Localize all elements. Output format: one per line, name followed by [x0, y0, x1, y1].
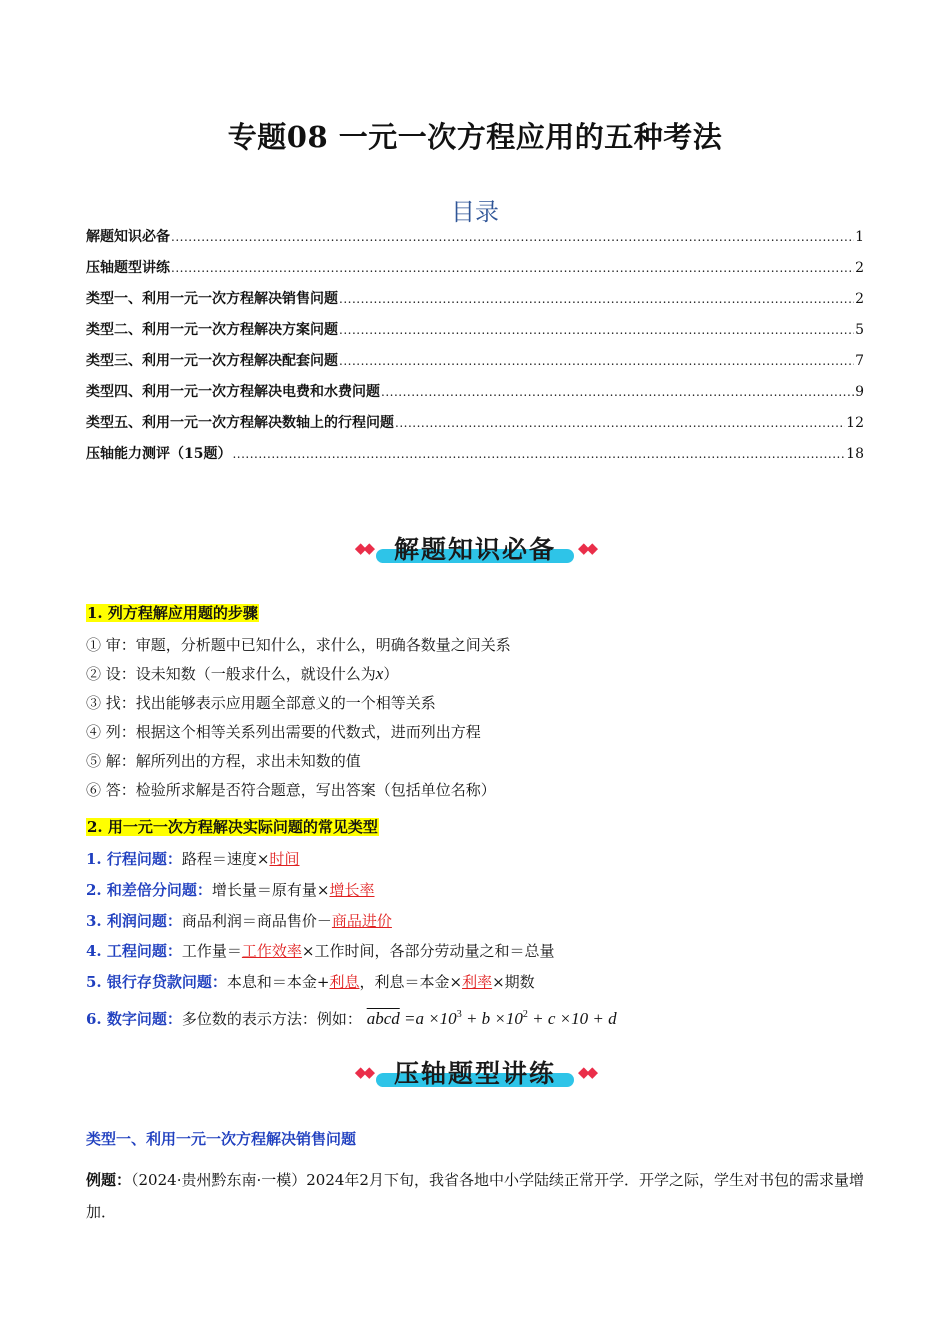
underlined-term: 增长率 [329, 881, 375, 899]
type-item [86, 940, 555, 961]
example-text: （2024·贵州黔东南·一模）2024年2月下旬，我省各地中小学陆续正常开学．开学之际，学生对书包的需求量增加． [86, 1171, 864, 1221]
diamond-icon: ◆◆ [354, 539, 372, 557]
type-text: ×工作时间，各部分劳动量之和＝总量 [301, 942, 555, 960]
highlighted-heading: 1. 列方程解应用题的步骤 [87, 604, 258, 622]
type-label: 5. 银行存贷款问题： [86, 973, 227, 991]
toc-entry[interactable] [86, 288, 864, 319]
toc-entry[interactable] [86, 226, 864, 257]
example-paragraph [86, 1164, 866, 1228]
toc-heading: 目录 [451, 198, 499, 226]
formula-exponent: 3 [456, 1009, 462, 1020]
toc-entry-page: 2 [855, 291, 864, 307]
underlined-term: 时间 [269, 850, 300, 868]
page-title: 专题08 一元一次方程应用的五种考法 [227, 120, 723, 154]
toc-entry-page: 9 [855, 384, 864, 400]
step-text: ② 设：设未知数（一般求什么，就设什么为 [86, 665, 376, 683]
type-item [86, 848, 299, 869]
toc-leader [381, 385, 854, 399]
type-text: 工作量＝ [181, 942, 242, 960]
toc-entry-label: 解题知识必备 [86, 229, 170, 245]
toc-entry[interactable] [86, 257, 864, 288]
type-label: 4. 工程问题： [86, 942, 182, 960]
step-item: ⑤ 解：解所列出的方程，求出未知数的值 [86, 752, 361, 770]
type-text: 多位数的表示方法：例如： [181, 1010, 362, 1028]
toc-entry-label: 类型一、利用一元一次方程解决销售问题 [86, 291, 338, 307]
banner-pill [376, 531, 574, 565]
type-item [86, 879, 374, 900]
step-text-end: ） [383, 665, 399, 683]
formula-part: =a ×10 [403, 1009, 457, 1028]
underlined-term: 利息 [329, 973, 360, 991]
toc-entry-label: 类型四、利用一元一次方程解决电费和水费问题 [86, 384, 380, 400]
toc-leader [395, 416, 845, 430]
toc-leader [339, 354, 854, 368]
type-item [86, 971, 535, 992]
toc-entry-page: 7 [855, 353, 864, 369]
type-text: 本息和＝本金+ [226, 973, 330, 991]
underlined-term: 工作效率 [241, 942, 302, 960]
toc-leader [171, 230, 854, 244]
type-label: 2. 和差倍分问题： [86, 881, 212, 899]
toc-entry[interactable] [86, 319, 864, 350]
diamond-icon: ◆◆ [578, 539, 596, 557]
step-item: ① 审：审题，分析题中已知什么，求什么，明确各数量之间关系 [86, 636, 511, 654]
toc-leader [232, 447, 845, 461]
type-item-number-problem [86, 1008, 617, 1029]
toc-entry[interactable] [86, 443, 864, 474]
toc-entry-label: 压轴题型讲练 [86, 260, 170, 276]
toc-entry-page: 18 [846, 446, 864, 462]
toc-entry[interactable] [86, 350, 864, 381]
diamond-icon: ◆◆ [578, 1063, 596, 1081]
underlined-term: 利率 [462, 973, 493, 991]
step-item: ④ 列：根据这个相等关系列出需要的代数式，进而列出方程 [86, 723, 481, 741]
section-banner-practice [0, 1052, 950, 1092]
toc-entry-page: 12 [846, 415, 864, 431]
type-label: 3. 利润问题： [86, 912, 182, 930]
step-item: ⑥ 答：检验所求解是否符合题意，写出答案（包括单位名称） [86, 781, 496, 799]
type-text: ，利息＝本金× [359, 973, 463, 991]
toc-entry[interactable] [86, 381, 864, 412]
toc-entry-page: 2 [855, 260, 864, 276]
type-label: 6. 数字问题： [86, 1010, 182, 1028]
section2-heading [86, 817, 379, 837]
toc-entry[interactable] [86, 412, 864, 443]
underlined-term: 商品进价 [331, 912, 392, 930]
toc-entry-label: 类型二、利用一元一次方程解决方案问题 [86, 322, 338, 338]
toc-leader [339, 323, 854, 337]
overline-digits: abcd [366, 1009, 400, 1028]
highlighted-heading: 2. 用一元一次方程解决实际问题的常见类型 [87, 818, 378, 836]
type-text: ×期数 [492, 973, 535, 991]
section1-heading [86, 603, 259, 623]
type1-heading: 类型一、利用一元一次方程解决销售问题 [86, 1130, 357, 1148]
variable-x: x [375, 664, 384, 683]
toc-entry-page: 1 [855, 229, 864, 245]
toc-entry-label: 类型三、利用一元一次方程解决配套问题 [86, 353, 338, 369]
step-item: ③ 找：找出能够表示应用题全部意义的一个相等关系 [86, 694, 436, 712]
banner-title: 压轴题型讲练 [393, 1059, 556, 1088]
toc-entry-label: 类型五、利用一元一次方程解决数轴上的行程问题 [86, 415, 394, 431]
step-item [86, 663, 398, 684]
toc-leader [171, 261, 854, 275]
table-of-contents [86, 226, 864, 474]
formula-exponent: 2 [522, 1009, 528, 1020]
type-text: 商品利润＝商品售价－ [181, 912, 332, 930]
banner-title: 解题知识必备 [393, 535, 556, 564]
type-text: 增长量＝原有量× [211, 881, 330, 899]
toc-entry-page: 5 [855, 322, 864, 338]
number-formula [367, 1009, 617, 1028]
type-label: 1. 行程问题： [86, 850, 182, 868]
section-banner-knowledge [0, 528, 950, 568]
example-label: 例题： [86, 1171, 132, 1189]
diamond-icon: ◆◆ [354, 1063, 372, 1081]
banner-pill [376, 1055, 574, 1089]
toc-leader [339, 292, 854, 306]
toc-entry-label: 压轴能力测评（15题） [86, 446, 232, 462]
type-item [86, 910, 392, 931]
type-text: 路程＝速度× [181, 850, 270, 868]
formula-part: + b ×10 [461, 1009, 523, 1028]
formula-part: + c ×10 + d [527, 1009, 617, 1028]
